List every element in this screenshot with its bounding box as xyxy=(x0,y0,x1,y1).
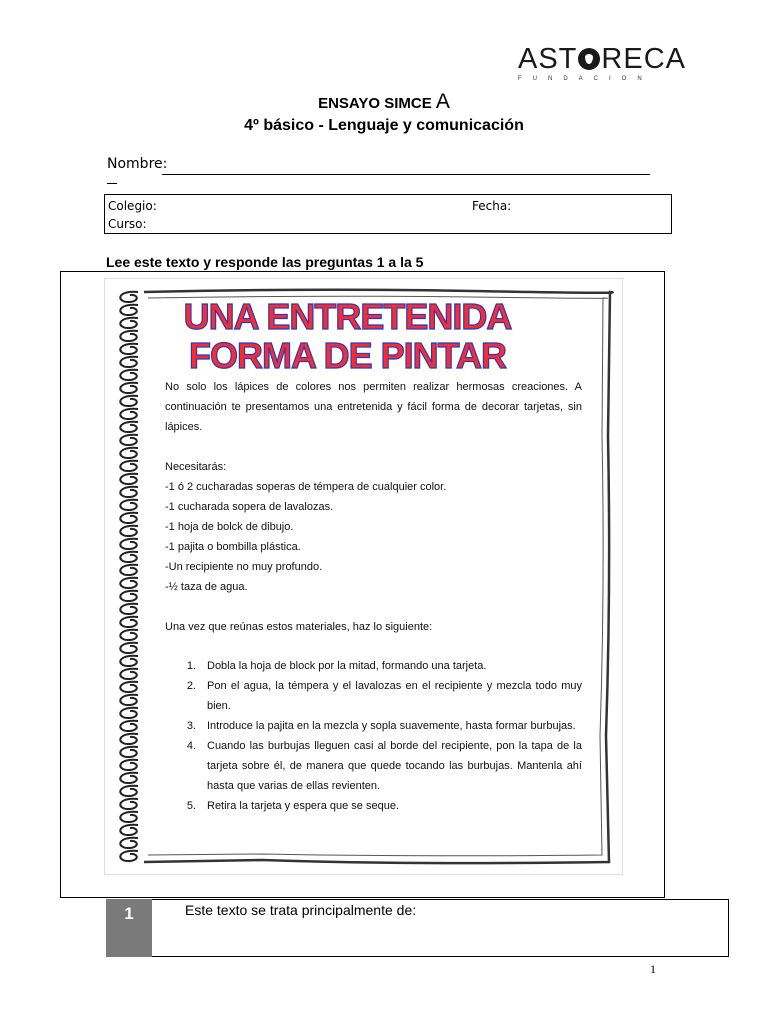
border-curl-icon xyxy=(120,448,138,458)
border-curl-icon xyxy=(120,591,138,601)
border-curl-icon xyxy=(120,461,138,471)
step-text: Dobla la hoja de block por la mitad, formando una tarjeta. xyxy=(207,660,487,672)
materials-section xyxy=(165,457,582,597)
border-curl-icon xyxy=(120,318,138,328)
border-curl-icon xyxy=(120,500,138,510)
border-curl-icon xyxy=(120,513,138,523)
colegio-label: Colegio: xyxy=(108,199,157,213)
step-number: 3. xyxy=(186,720,196,732)
border-curl-icon xyxy=(120,682,138,692)
material-item: -½ taza de agua. xyxy=(165,581,248,593)
step-text: Retira la tarjeta y espera que se seque. xyxy=(207,800,400,812)
border-curl-icon xyxy=(120,851,138,861)
poster-intro: No solo los lápices de colores nos permiten realizar hermosas creaciones. A continuación te presentamos una entretenida y fácil forma de decorar tarjetas, sin lápices. xyxy=(165,381,582,433)
step-item xyxy=(165,796,582,816)
question-text: Este texto se trata principalmente de: xyxy=(185,902,417,918)
step-item xyxy=(165,676,582,716)
step-number: 5. xyxy=(186,800,196,812)
fecha-label: Fecha: xyxy=(472,199,512,213)
steps-list xyxy=(165,656,582,816)
step-number: 2. xyxy=(186,680,196,692)
material-item: -1 ó 2 cucharadas soperas de témpera de cualquier color. xyxy=(165,481,447,493)
logo-text-start: AST xyxy=(518,43,578,75)
border-curl-icon xyxy=(120,656,138,666)
border-curl-icon xyxy=(120,695,138,705)
border-curl-icon xyxy=(120,422,138,432)
poster-title-line2: FORMA DE PINTAR xyxy=(189,335,506,376)
curso-label: Curso: xyxy=(108,217,147,231)
border-curl-icon xyxy=(120,786,138,796)
border-curl-icon xyxy=(120,838,138,848)
border-curl-icon xyxy=(120,799,138,809)
nombre-field[interactable] xyxy=(162,174,650,175)
border-curl-icon xyxy=(120,435,138,445)
border-curl-icon xyxy=(120,721,138,731)
step-number: 1. xyxy=(186,660,196,672)
border-curl-icon xyxy=(120,474,138,484)
material-item: -1 cucharada sopera de lavalozas. xyxy=(165,501,334,513)
border-curl-icon xyxy=(120,812,138,822)
border-curl-icon xyxy=(120,331,138,341)
exam-title xyxy=(0,90,768,114)
border-curl-icon xyxy=(120,773,138,783)
border-curl-icon xyxy=(120,630,138,640)
border-curl-icon xyxy=(120,357,138,367)
border-curl-icon xyxy=(120,526,138,536)
border-curl-icon xyxy=(120,383,138,393)
material-item: -1 pajita o bombilla plástica. xyxy=(165,541,301,553)
step-item xyxy=(165,736,582,796)
border-curl-icon xyxy=(120,825,138,835)
student-info-box xyxy=(104,194,672,234)
border-curl-icon xyxy=(120,578,138,588)
poster-title-line1: UNA ENTRETENIDA xyxy=(183,296,512,337)
page-number: 1 xyxy=(650,962,656,976)
materials-heading: Necesitarás: xyxy=(165,461,227,473)
border-curl-icon xyxy=(120,617,138,627)
border-curl-icon xyxy=(120,305,138,315)
step-number: 4. xyxy=(186,740,196,752)
logo-wordmark xyxy=(518,43,686,75)
nombre-label: Nombre: xyxy=(107,156,168,172)
border-curl-icon xyxy=(120,565,138,575)
border-curl-icon xyxy=(120,552,138,562)
border-curl-icon xyxy=(120,604,138,614)
border-curl-icon xyxy=(120,292,138,302)
step-item xyxy=(165,656,582,676)
exam-form-letter: A xyxy=(435,90,450,113)
border-curl-icon xyxy=(120,409,138,419)
exam-title-prefix: ENSAYO SIMCE xyxy=(318,95,436,112)
border-curl-icon xyxy=(120,396,138,406)
border-curl-icon xyxy=(120,370,138,380)
border-curl-icon xyxy=(120,344,138,354)
logo-text-end: RECA xyxy=(601,43,686,75)
logo-o-icon xyxy=(578,48,600,70)
question-number-badge: 1 xyxy=(106,899,152,957)
nombre-field-tail xyxy=(107,183,117,184)
step-text: Pon el agua, la témpera y el lavalozas en el recipiente y mezcla todo muy bien. xyxy=(207,680,582,712)
border-curl-icon xyxy=(120,643,138,653)
material-item: -Un recipiente no muy profundo. xyxy=(165,561,323,573)
border-curl-icon xyxy=(120,734,138,744)
border-curl-icon xyxy=(120,669,138,679)
border-curl-icon xyxy=(120,747,138,757)
logo-subtitle: FUNDACION xyxy=(518,76,653,82)
reading-instruction: Lee este texto y responde las preguntas 1 a la 5 xyxy=(106,254,424,270)
border-curl-icon xyxy=(120,487,138,497)
steps-intro: Una vez que reúnas estos materiales, haz lo siguiente: xyxy=(165,621,433,633)
step-item xyxy=(165,716,582,736)
step-text: Cuando las burbujas lleguen casi al borde del recipiente, pon la tapa de la tarjeta sobre él, de manera que quede tocando las burbujas. Mantenla ahí hasta que varias de ellas revienten. xyxy=(207,740,582,792)
material-item: -1 hoja de bolck de dibujo. xyxy=(165,521,294,533)
border-curl-icon xyxy=(120,539,138,549)
border-curl-icon xyxy=(120,708,138,718)
exam-subtitle: 4º básico - Lenguaje y comunicación xyxy=(244,117,524,134)
astoreca-logo xyxy=(518,43,686,84)
step-text: Introduce la pajita en la mezcla y sopla suavemente, hasta formar burbujas. xyxy=(207,720,576,732)
border-curl-icon xyxy=(120,760,138,770)
